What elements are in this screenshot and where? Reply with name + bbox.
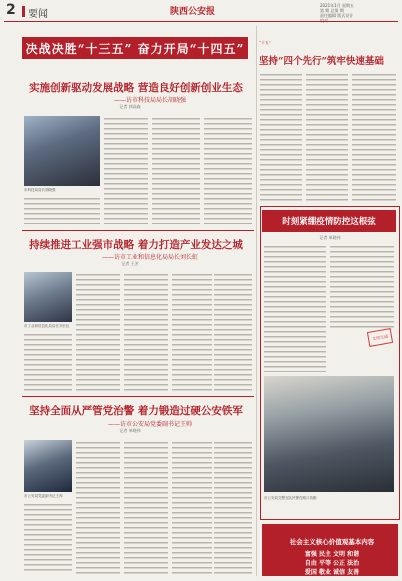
column-divider xyxy=(256,26,257,576)
article2-text-col0 xyxy=(24,332,72,392)
article-divider xyxy=(22,396,254,397)
article3-text-col0 xyxy=(24,502,72,574)
sidebar-box-text-col2 xyxy=(330,244,394,328)
article1-byline: 记者 郭高森 xyxy=(119,104,141,109)
article1-text-col1 xyxy=(104,116,148,224)
article3-text-col2 xyxy=(124,440,168,574)
article2-byline: 记者 王芳 xyxy=(121,261,139,266)
article2-text-col3 xyxy=(172,272,212,392)
article2-text-col1 xyxy=(76,272,120,392)
article1-photo xyxy=(24,116,100,186)
core-values-line: 爱国 敬业 诚信 友善 xyxy=(304,569,360,576)
article3-caption: 市公安局党委副书记王帅 xyxy=(24,494,63,498)
article2-photo xyxy=(24,272,72,322)
article1-text-col3 xyxy=(204,116,252,224)
article1-caption: 市科技局局长胡晓强 xyxy=(24,188,56,192)
sidebar-box-text-col1 xyxy=(264,244,326,372)
core-values-line: 富强 民主 文明 和谐 xyxy=(304,551,360,558)
sidebar-text-col3 xyxy=(352,72,396,202)
article3-photo xyxy=(24,440,72,492)
article2-subhead: ——访市工业和信息化局局长刘长虹 xyxy=(101,254,198,261)
article2-caption: 市工业和信息化局局长刘长虹 xyxy=(24,324,70,328)
core-values-title: 社会主义核心价值观基本内容 xyxy=(289,538,375,546)
sidebar-text-col2 xyxy=(306,72,348,202)
masthead: 陕西公安报 xyxy=(170,7,216,17)
article3-text-col3 xyxy=(172,440,212,574)
page-number: 2 xyxy=(6,2,16,18)
core-values-line: 自由 平等 公正 法治 xyxy=(304,560,360,567)
sidebar-box-caption: 市公安局交警支队民警在路口执勤 xyxy=(264,496,317,500)
article3-text-col1 xyxy=(76,440,120,574)
issue-meta xyxy=(320,3,354,23)
sidebar-text-col1 xyxy=(260,72,302,202)
civilization-stamp: 文明交通 xyxy=(367,328,393,347)
sidebar-column-label: “十五” xyxy=(259,40,272,45)
header-rule xyxy=(4,21,398,22)
article1-text-col2 xyxy=(152,116,200,224)
article1-text-col0 xyxy=(24,196,100,224)
section-marker xyxy=(22,6,25,17)
article1-headline: 实施创新驱动发展战略 营造良好创新创业生态 xyxy=(29,82,243,94)
special-column-banner: 决战决胜“十三五” 奋力开局“十四五” xyxy=(22,37,248,59)
meta-line: 责任编辑 版式设计 xyxy=(320,13,354,18)
section-name: 要闻 xyxy=(28,9,48,20)
meta-line: 2021年1月 星期五 xyxy=(320,3,354,8)
article3-text-col4 xyxy=(214,440,252,574)
article2-text-col2 xyxy=(124,272,168,392)
article3-byline: 记者 单晓伟 xyxy=(119,428,141,433)
article2-headline: 持续推进工业强市战略 着力打造产业发达之城 xyxy=(29,239,243,251)
article3-headline: 坚持全面从严管党治警 着力锻造过硬公安铁军 xyxy=(29,405,243,417)
sidebar-box-byline: 记者 单晓伟 xyxy=(319,235,341,240)
article2-text-col4 xyxy=(214,272,252,392)
article3-subhead: ——访市公安局党委副书记王帅 xyxy=(107,421,192,428)
sidebar-box-headline: 时刻紧绷疫情防控这根弦 xyxy=(262,210,396,232)
article1-subhead: ——访市科技局局长胡晓强 xyxy=(113,97,186,104)
sidebar-box-photo xyxy=(264,376,394,492)
meta-line: 第 期 总第 期 xyxy=(320,8,344,13)
sidebar-headline: 坚持“四个先行”筑牢快速基础 xyxy=(259,56,384,67)
article-divider xyxy=(22,230,254,231)
